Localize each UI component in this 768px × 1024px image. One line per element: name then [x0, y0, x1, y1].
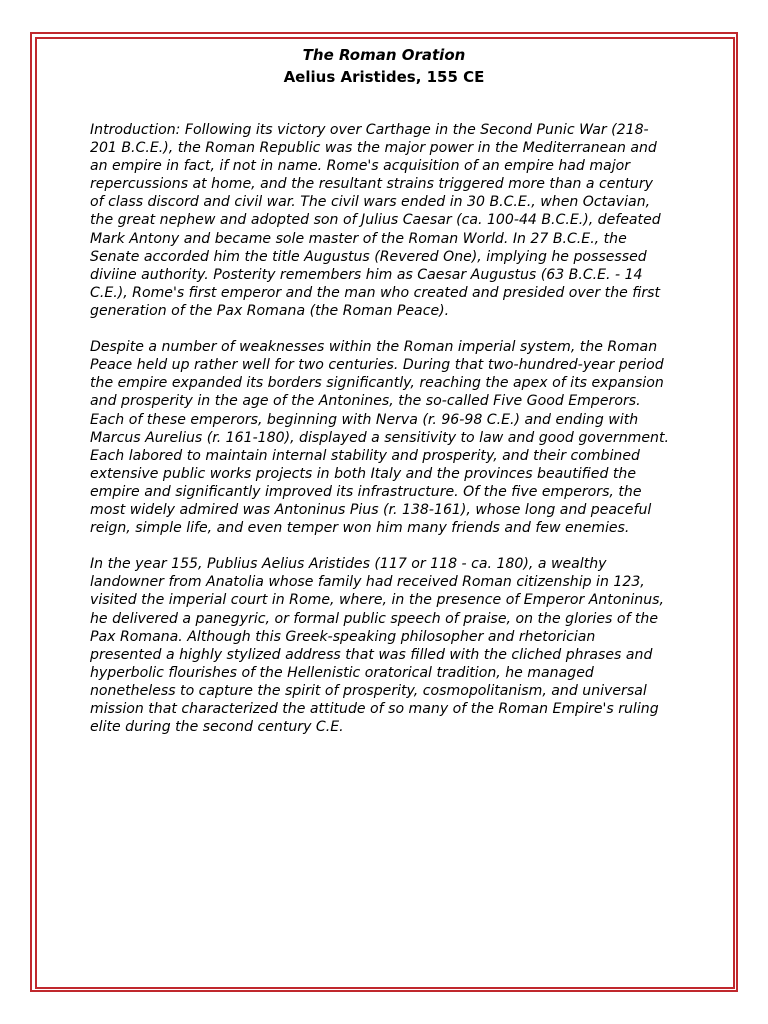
paragraph-aristides: In the year 155, Publius Aelius Aristides (117 or 118 - ca. 180), a wealthy landowner from Anatolia whose family had received Roman citizenship in 123, visited the imperial court in Rome, where, in the presence of Emperor Antoninus, he delivered a panegyric, or formal public speech of praise, on the glories of the Pax Romana. Although this Greek-speaking philosopher and rhetorician presented a highly stylized address that was filled with the cliched phrases and hyperbolic flourishes of the Hellenistic oratorical tradition, he managed nonetheless to capture the spirit of prosperity, cosmopolitanism, and universal mission that characterized the attitude of so many of the Roman Empire's ruling elite during the second century C.E. [90, 556, 664, 736]
title-block [40, 44, 728, 88]
paragraph-introduction: Introduction: Following its victory over Carthage in the Second Punic War (218-201 B.C.E.), the Roman Republic was the major power in the Mediterranean and an empire in fact, if not in name. Rome's acquisition of an empire had major repercussions at home, and the resultant strains triggered more than a century of class discord and civil war. The civil wars ended in 30 B.C.E., when Octavian, the great nephew and adopted son of Julius Caesar (ca. 100-44 B.C.E.), defeated Mark Antony and became sole master of the Roman World. In 27 B.C.E., the Senate accorded him the title Augustus (Revered One), implying he possessed diviine authority. Posterity remembers him as Caesar Augustus (63 B.C.E. - 14 C.E.), Rome's first emperor and the man who created and presided over the first generation of the Pax Romana (the Roman Peace). [90, 122, 661, 319]
document-subtitle: Aelius Aristides, 155 CE [283, 68, 485, 86]
document-body [90, 121, 670, 754]
paragraph-roman-peace: Despite a number of weaknesses within the Roman imperial system, the Roman Peace held up rather well for two centuries. During that two-hundred-year period the empire expanded its borders significantly, reaching the apex of its expansion and prosperity in the age of the Antonines, the so-called Five Good Emperors. Each of these emperors, beginning with Nerva (r. 96-98 C.E.) and ending with Marcus Aurelius (r. 161-180), displayed a sensitivity to law and good government. Each labored to maintain internal stability and prosperity, and their combined extensive public works projects in both Italy and the provinces beautified the empire and significantly improved its infrastructure. Of the five emperors, the most widely admired was Antoninus Pius (r. 138-161), whose long and peaceful reign, simple life, and even temper won him many friends and few enemies. [90, 339, 669, 537]
document-title: The Roman Oration [302, 46, 466, 64]
